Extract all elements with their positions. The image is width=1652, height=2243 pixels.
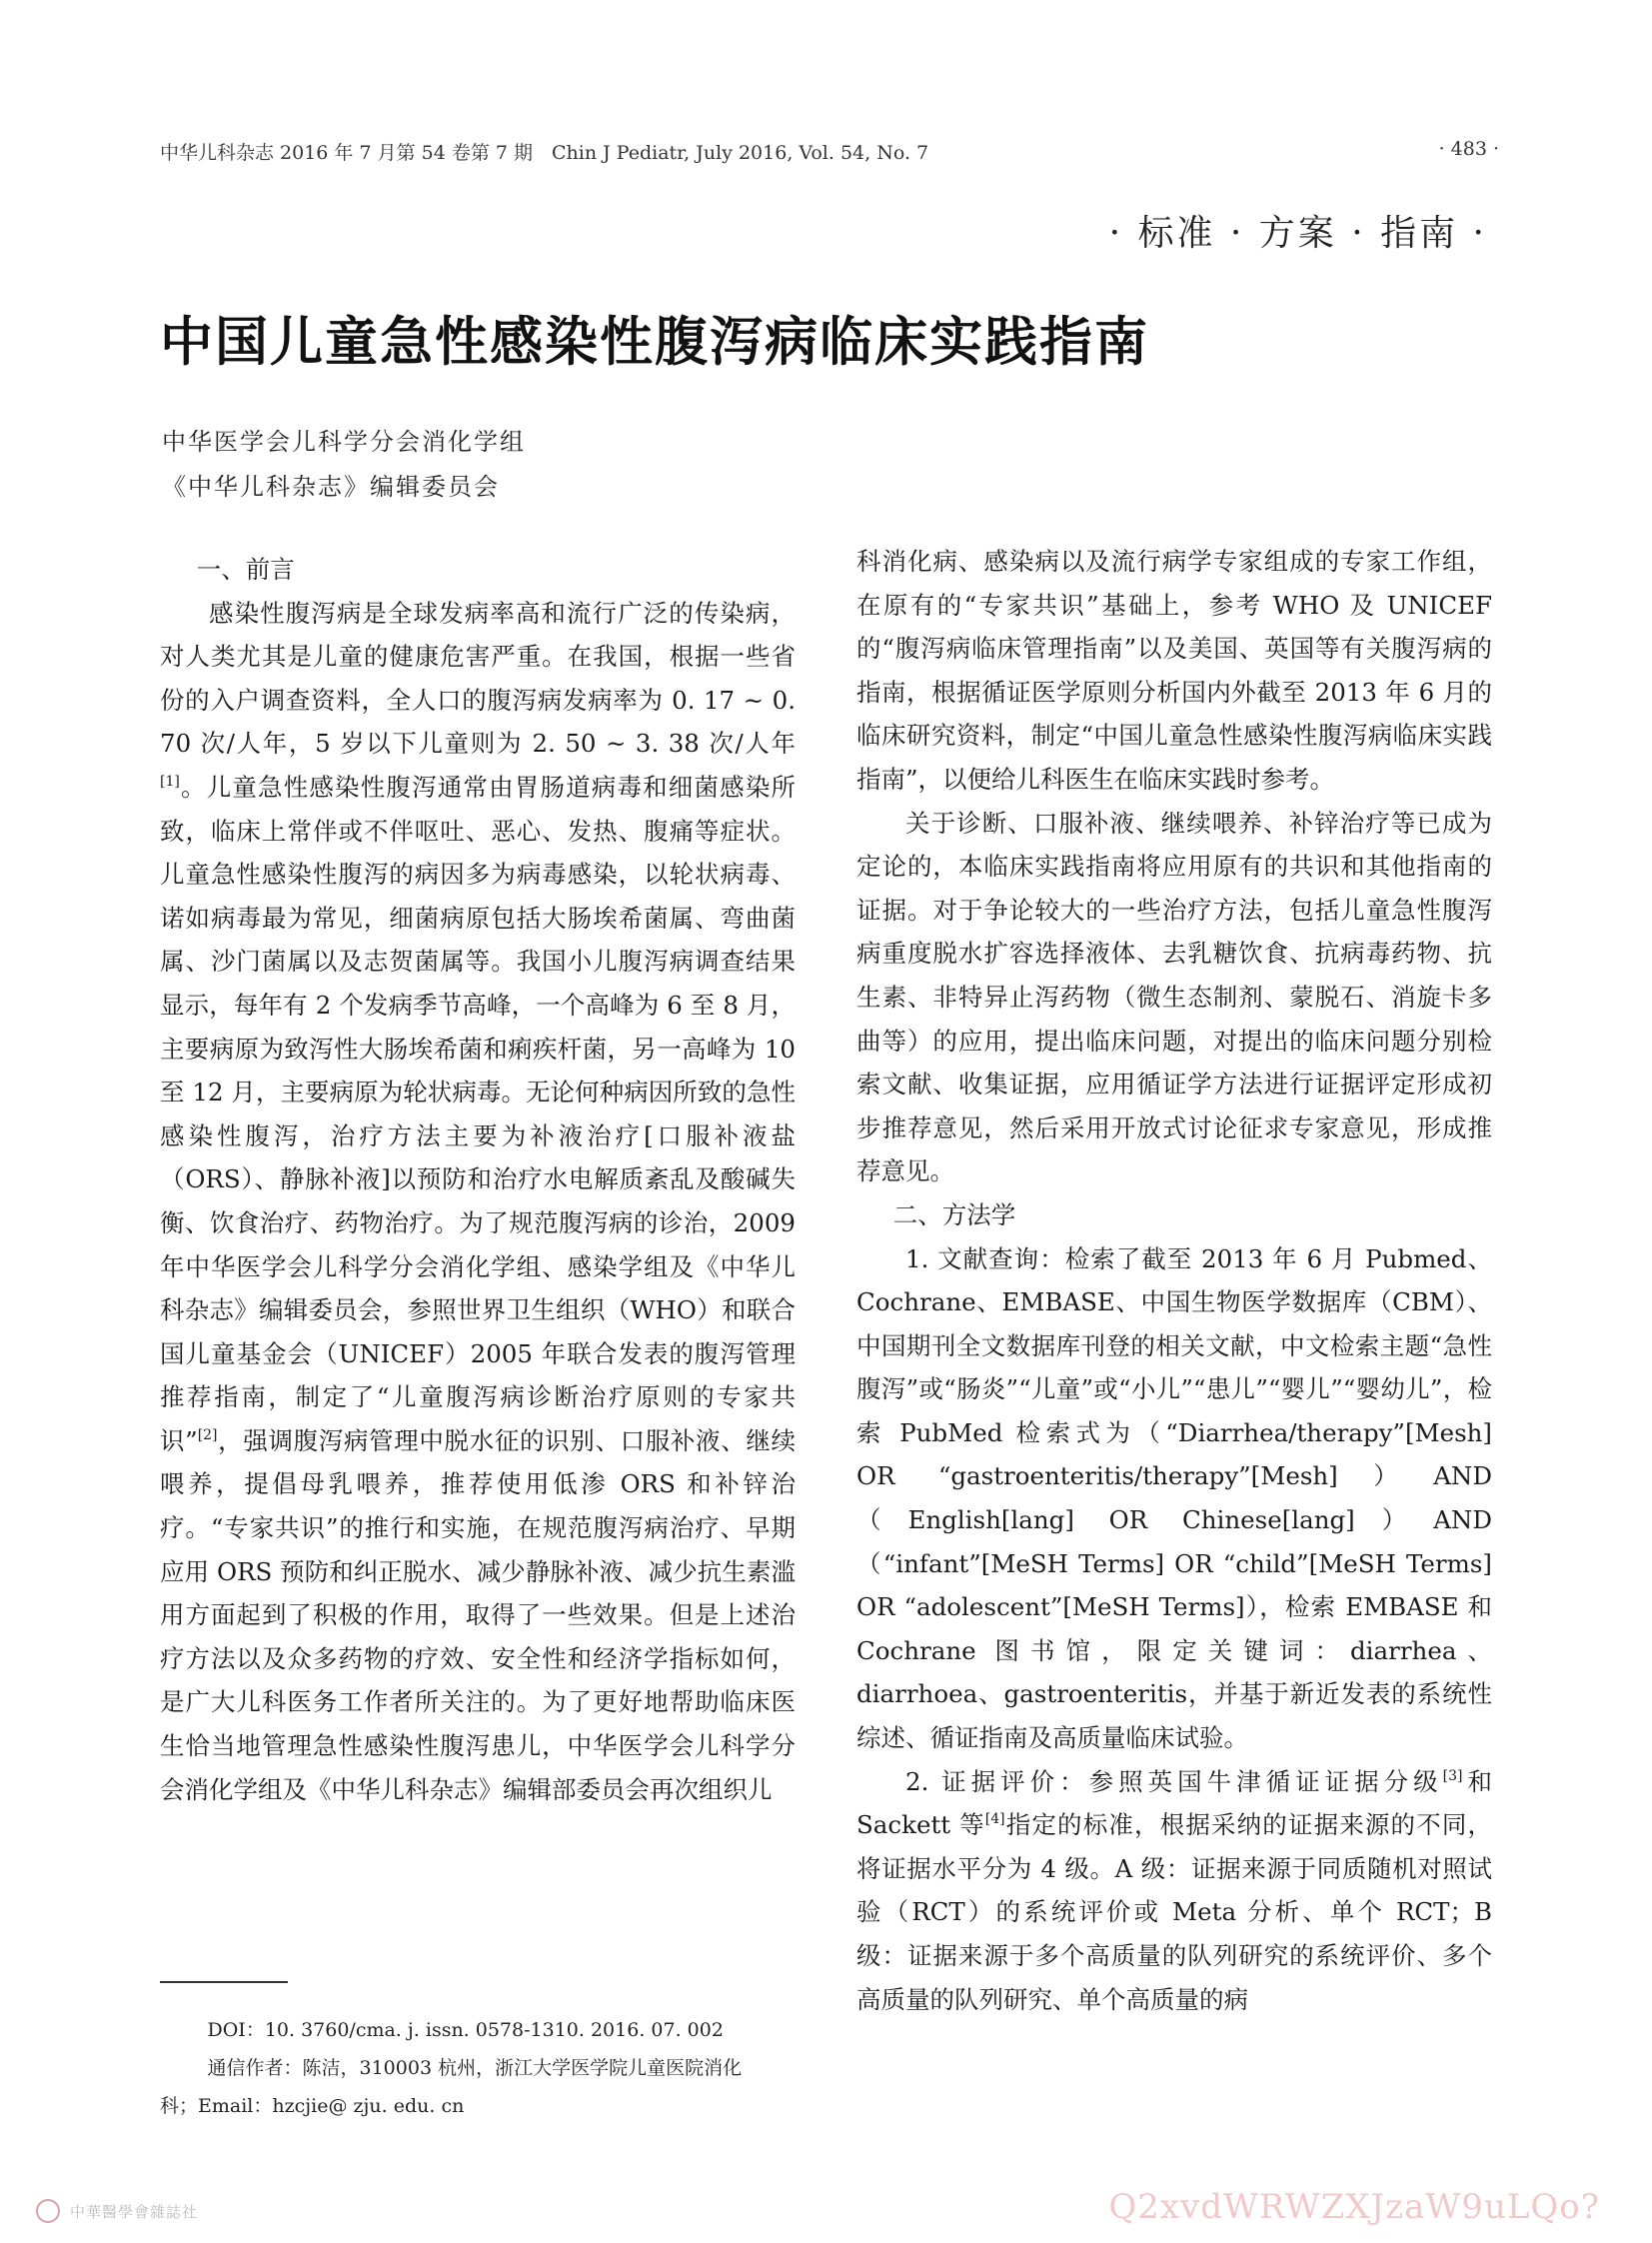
running-header bbox=[160, 138, 1499, 168]
text-run: 和 Sackett 等 bbox=[856, 1766, 1492, 1840]
doi-line[interactable]: DOI：10. 3760/cma. j. issn. 0578-1310. 2016. 07. 002 bbox=[207, 2019, 724, 2041]
citation-ref[interactable]: [1] bbox=[160, 773, 180, 790]
citation-ref[interactable]: [2] bbox=[197, 1426, 218, 1443]
article-title: 中国儿童急性感染性腹泻病临床实践指南 bbox=[160, 311, 1149, 373]
seal-icon bbox=[36, 2199, 60, 2223]
text-run: 感染性腹泻病是全球发病率高和流行广泛的传染病，对人类尤其是儿童的健康危害严重。在我国，根据一些省份的入户调查资料，全人口的腹泻病发病率为 0. 17 ~ 0. 70 次/人年，5 岁以下儿童则为 2. 50 ~ 3. 38 次/人年 bbox=[160, 598, 796, 759]
author-group: 《中华儿科杂志》编辑委员会 bbox=[162, 473, 500, 501]
right-column bbox=[856, 540, 1492, 2021]
email-line[interactable]: 科；Email：hzcjie@ zju. edu. cn bbox=[160, 2095, 465, 2117]
text-run: 指定的标准，根据采纳的证据来源的不同，将证据水平分为 4 级。A 级：证据来源于同质随机对照试验（RCT）的系统评价或 Meta 分析、单个 RCT；B 级：证据来源于多个高质量的队列研究的系统评价、多个高质量的队列研究、单个高质量的病 bbox=[856, 1810, 1493, 2014]
author-group: 中华医学会儿科学分会消化学组 bbox=[162, 428, 526, 456]
paragraph: 科消化病、感染病以及流行病学专家组成的专家工作组，在原有的“专家共识”基础上，参考 WHO 及 UNICEF 的“腹泻病临床管理指南”以及美国、英国等有关腹泻病的指南，根据循证医学原则分析国内外截至 2013 年 6 月的临床研究资料，制定“中国儿童急性感染性腹泻病临床实践指南”，以便给儿科医生在临床实践时参考。 bbox=[856, 547, 1492, 794]
section-label: · 标准 · 方案 · 指南 · bbox=[1108, 213, 1487, 254]
section-heading-methods: 二、方法学 bbox=[892, 1199, 1016, 1229]
section-heading-intro: 一、前言 bbox=[196, 555, 295, 584]
author-list bbox=[162, 420, 526, 510]
correspondence-line: 通信作者：陈洁，310003 杭州，浙江大学医学院儿童医院消化 bbox=[207, 2057, 743, 2079]
publisher-logo bbox=[36, 2197, 336, 2227]
paragraph: 1. 文献查询：检索了截至 2013 年 6 月 Pubmed、Cochrane、EMBASE、中国生物医学数据库（CBM）、中国期刊全文数据库刊登的相关文献，中文检索主题“急性腹泻”或“肠炎”“儿童”或“小儿”“患儿”“婴儿”“婴幼儿”，检索 PubMed 检索式为（“Diarrhea/therapy”[Mesh] OR “gastroenteritis/therapy”[Mesh]）AND（English[lang] OR Chinese[lang]）AND（“infant”[MeSH Terms] OR “child”[MeSH Terms] OR “adolescent”[MeSH Terms]），检索 EMBASE 和 Cochrane 图书馆，限定关键词：diarrhea、diarrhoea、gastroenteritis，并基于新近发表的系统性综述、循证指南及高质量临床试验。 bbox=[856, 1243, 1492, 1753]
paragraph bbox=[856, 1760, 1492, 2022]
footnotes bbox=[160, 2011, 800, 2125]
text-run: 。儿童急性感染性腹泻通常由胃肠道病毒和细菌感染所致，临床上常伴或不伴呕吐、恶心、发热、腹痛等症状。儿童急性感染性腹泻的病因多为病毒感染，以轮状病毒、诺如病毒最为常见，细菌病原包括大肠埃希菌属、弯曲菌属、沙门菌属以及志贺菌属等。我国小儿腹泻病调查结果显示，每年有 2 个发病季节高峰，一个高峰为 6 至 8 月，主要病原为致泻性大肠埃希菌和痢疾杆菌，另一高峰为 10 至 12 月，主要病原为轮状病毒。无论何种病因所致的急性感染性腹泻，治疗方法主要为补液治疗[口服补液盐（ORS）、静脉补液]以预防和治疗水电解质紊乱及酸碱失衡、饮食治疗、药物治疗。为了规范腹泻病的诊治，2009 年中华医学会儿科学分会消化学组、感染学组及《中华儿科杂志》编辑委员会，参照世界卫生组织（WHO）和联合国儿童基金会（UNICEF）2005 年联合发表的腹泻管理推荐指南，制定了“儿童腹泻病诊断治疗原则的专家共识” bbox=[160, 772, 796, 1455]
paragraph: 关于诊断、口服补液、继续喂养、补锌治疗等已成为定论的，本临床实践指南将应用原有的共识和其他指南的证据。对于争论较大的一些治疗方法，包括儿童急性腹泻病重度脱水扩容选择液体、去乳糖饮食、抗病毒药物、抗生素、非特异止泻药物（微生态制剂、蒙脱石、消旋卡多曲等）的应用，提出临床问题，对提出的临床问题分别检索文献、收集证据，应用循证学方法进行证据评定形成初步推荐意见，然后采用开放式讨论征求专家意见，形成推荐意见。 bbox=[856, 808, 1492, 1186]
left-column bbox=[160, 548, 796, 1811]
paragraph bbox=[160, 592, 796, 1812]
footnote-divider bbox=[160, 1981, 288, 1983]
text-run: 2. 证据评价：参照英国牛津循证证据分级 bbox=[905, 1766, 1443, 1796]
journal-citation: 中华儿科杂志 2016 年 7 月第 54 卷第 7 期 Chin J Pediatr, July 2016, Vol. 54, No. 7 bbox=[160, 142, 929, 164]
citation-ref[interactable]: [3] bbox=[1442, 1767, 1463, 1784]
watermark-code: Q2xvdWRWZXJzaW9uLQo? bbox=[1108, 2187, 1600, 2227]
citation-ref[interactable]: [4] bbox=[984, 1811, 1005, 1828]
text-run: ，强调腹泻病管理中脱水征的识别、口服补液、继续喂养，提倡母乳喂养，推荐使用低渗 ORS 和补锌治疗。“专家共识”的推行和实施，在规范腹泻病治疗、早期应用 ORS 预防和纠正脱水、减少静脉补液、减少抗生素滥用方面起到了积极的作用，取得了一些效果。但是上述治疗方法以及众多药物的疗效、安全性和经济学指标如何，是广大儿科医务工作者所关注的。为了更好地帮助临床医生恰当地管理急性感染性腹泻患儿，中华医学会儿科学分会消化学组及《中华儿科杂志》编辑部委员会再次组织儿 bbox=[160, 1425, 797, 1804]
publisher-logo-mark: 中華醫學會雜誌社 bbox=[70, 2203, 199, 2221]
page-number: · 483 · bbox=[1438, 138, 1499, 160]
